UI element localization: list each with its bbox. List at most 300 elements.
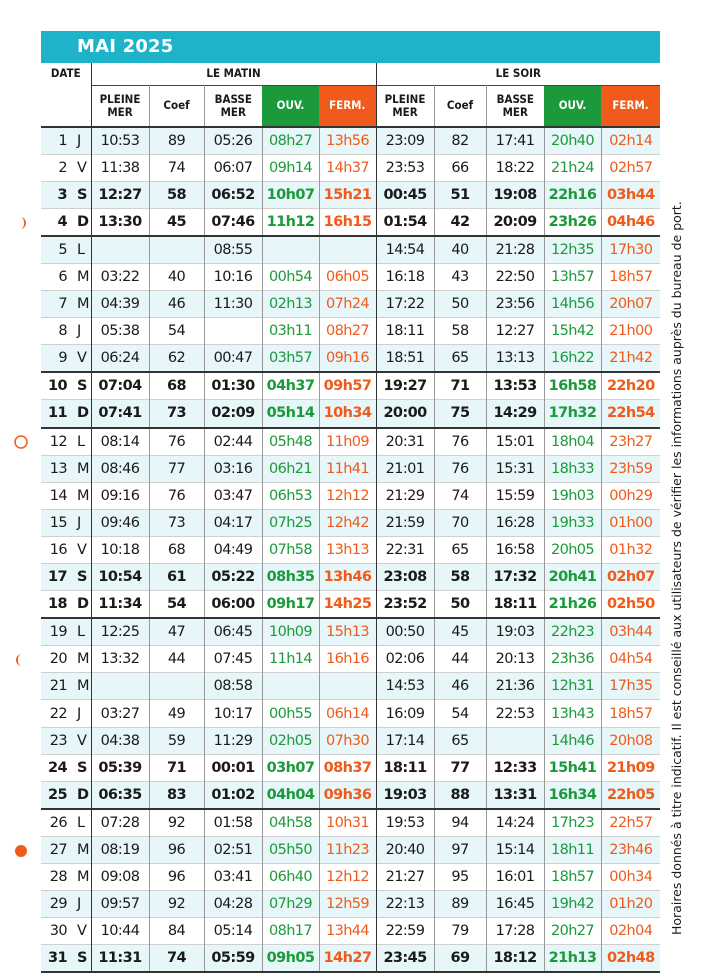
morning-high-tide: 04:38: [91, 727, 149, 754]
morning-close: 15h13: [319, 618, 376, 646]
morning-open: 02h13: [262, 291, 319, 318]
evening-high-tide: 02:06: [376, 646, 434, 673]
weekday: S: [71, 945, 91, 973]
morning-high-tide: 03:22: [91, 263, 149, 290]
weekday: M: [71, 455, 91, 482]
day-number: 19: [41, 618, 71, 646]
morning-high-tide: 04:39: [91, 291, 149, 318]
morning-coef: 54: [149, 318, 204, 345]
evening-open: 13h43: [544, 700, 601, 727]
morning-coef: 59: [149, 727, 204, 754]
morning-low-tide: 05:14: [204, 918, 262, 945]
morning-close: 10h31: [319, 809, 376, 837]
evening-coef: 77: [434, 754, 486, 781]
evening-low-tide: 18:12: [486, 945, 544, 973]
morning-high-tide: 10:18: [91, 536, 149, 563]
evening-low-tide: 15:14: [486, 836, 544, 863]
table-row: [41, 646, 660, 673]
evening-open: 17h32: [544, 400, 601, 428]
evening-high-tide: 20:00: [376, 400, 434, 428]
morning-low-tide: 06:52: [204, 181, 262, 208]
morning-close: 09h16: [319, 345, 376, 373]
evening-close: 02h07: [601, 564, 660, 591]
evening-close: 02h57: [601, 154, 660, 181]
morning-coef: [149, 673, 204, 700]
morning-close: 13h13: [319, 536, 376, 563]
morning-open: 11h12: [262, 208, 319, 236]
day-number: 12: [49, 433, 67, 450]
evening-high-tide: 23:08: [376, 564, 434, 591]
morning-high-tide: [91, 236, 149, 264]
morning-low-tide: 02:44: [204, 428, 262, 456]
weekday: V: [77, 159, 87, 176]
morning-high-tide: 06:24: [91, 345, 149, 373]
evening-high-tide: 23:45: [376, 945, 434, 973]
morning-open: 09h05: [262, 945, 319, 973]
table-row: [41, 836, 660, 863]
evening-coef: 76: [434, 428, 486, 456]
table-row: [41, 372, 660, 400]
table-row: [41, 291, 660, 318]
morning-header: LE MATIN: [91, 63, 376, 85]
day-number: 20: [49, 651, 67, 668]
morning-low-tide: 04:17: [204, 509, 262, 536]
evening-close: 02h48: [601, 945, 660, 973]
table-row: [41, 618, 660, 646]
morning-low-tide: 02:51: [204, 836, 262, 863]
evening-open: 18h11: [544, 836, 601, 863]
morning-close: 10h34: [319, 400, 376, 428]
day-number: 26: [49, 814, 67, 831]
weekday: J: [77, 705, 81, 722]
morning-coef: 73: [149, 400, 204, 428]
evening-close: 00h29: [601, 482, 660, 509]
morning-high-tide: 10:53: [91, 127, 149, 155]
morning-open: 03h07: [262, 754, 319, 781]
evening-low-tide: 21:28: [486, 236, 544, 264]
evening-coef: 97: [434, 836, 486, 863]
morning-open: 02h05: [262, 727, 319, 754]
morning-open: 05h48: [262, 428, 319, 456]
weekday: D: [71, 781, 91, 809]
morning-coef: 46: [149, 291, 204, 318]
table-row: [41, 945, 660, 973]
evening-low-tide: 16:01: [486, 864, 544, 891]
day-number: 23: [41, 727, 71, 754]
day-number: 10: [48, 378, 67, 395]
weekday: D: [71, 400, 91, 428]
evening-close: 01h32: [601, 536, 660, 563]
evening-open: 18h33: [544, 455, 601, 482]
weekday: V: [77, 541, 87, 558]
morning-high-tide: [91, 673, 149, 700]
morning-coef: 76: [149, 428, 204, 456]
table-row: [41, 428, 660, 456]
evening-close: 23h27: [601, 428, 660, 456]
evening-low-tide: 16:28: [486, 509, 544, 536]
evening-coef: 71: [434, 372, 486, 400]
morning-low-tide: 11:30: [204, 291, 262, 318]
evening-low-tide: 15:01: [486, 428, 544, 456]
evening-coef: 74: [434, 482, 486, 509]
evening-high-tide: 22:59: [376, 918, 434, 945]
evening-high-tide: 22:13: [376, 891, 434, 918]
day-number: 5: [41, 236, 71, 264]
day-number: 7: [41, 291, 71, 318]
weekday: M: [77, 269, 89, 286]
morning-low-tide: 07:46: [204, 208, 262, 236]
table-row: [41, 263, 660, 290]
evening-open: 20h27: [544, 918, 601, 945]
evening-high-tide: 18:11: [376, 318, 434, 345]
evening-coef: 65: [434, 536, 486, 563]
evening-low-tide: 22:53: [486, 700, 544, 727]
morning-low-tide: 03:16: [204, 455, 262, 482]
morning-high-tide: 05:39: [91, 754, 149, 781]
evening-close: 04h46: [601, 208, 660, 236]
evening-high-tide: 18:51: [376, 345, 434, 373]
morning-close: 08h27: [319, 318, 376, 345]
evening-open: 20h40: [544, 127, 601, 155]
morning-close: 12h12: [319, 864, 376, 891]
evening-open: 15h41: [544, 754, 601, 781]
morning-open: 00h55: [262, 700, 319, 727]
morning-coef: [149, 236, 204, 264]
morning-open: 11h14: [262, 646, 319, 673]
evening-open: 16h58: [544, 372, 601, 400]
day-number: 17: [41, 564, 71, 591]
morning-high-tide: 12:25: [91, 618, 149, 646]
evening-close: 04h54: [601, 646, 660, 673]
evening-open: 14h56: [544, 291, 601, 318]
morning-open: 00h54: [262, 263, 319, 290]
table-row: [41, 809, 660, 837]
evening-open: 14h46: [544, 727, 601, 754]
morning-close: 07h24: [319, 291, 376, 318]
first-quarter-moon-icon: [14, 215, 28, 229]
evening-high-tide: 19:53: [376, 809, 434, 837]
morning-high-tide: 08:14: [91, 428, 149, 456]
morning-open: 03h11: [262, 318, 319, 345]
morning-open: 10h09: [262, 618, 319, 646]
evening-coef: 51: [434, 181, 486, 208]
morning-open: 09h14: [262, 154, 319, 181]
evening-coef: 54: [434, 700, 486, 727]
weekday: J: [77, 323, 81, 340]
morning-coef: 44: [149, 646, 204, 673]
morning-low-tide: 06:07: [204, 154, 262, 181]
morning-coef-header: Coef: [149, 85, 204, 127]
evening-low-tide: 17:32: [486, 564, 544, 591]
evening-low-tide: 14:24: [486, 809, 544, 837]
evening-coef: 75: [434, 400, 486, 428]
day-number: 9: [41, 345, 71, 373]
morning-open: 04h37: [262, 372, 319, 400]
weekday: M: [77, 487, 89, 504]
evening-open: 21h24: [544, 154, 601, 181]
morning-open: 06h21: [262, 455, 319, 482]
evening-coef: 70: [434, 509, 486, 536]
weekday: S: [77, 759, 87, 776]
morning-open: 09h17: [262, 591, 319, 619]
morning-coef: 68: [149, 372, 204, 400]
morning-open: 06h40: [262, 864, 319, 891]
evening-close: 02h50: [601, 591, 660, 619]
day-number: 11: [41, 400, 71, 428]
morning-close-header: FERM.: [319, 85, 376, 127]
morning-coef: 58: [149, 181, 204, 208]
evening-coef: 44: [434, 646, 486, 673]
morning-low-tide: 11:29: [204, 727, 262, 754]
morning-open: 07h58: [262, 536, 319, 563]
morning-low-tide: 00:47: [204, 345, 262, 373]
evening-open: 20h41: [544, 564, 601, 591]
table-row: [41, 591, 660, 619]
morning-open: 08h35: [262, 564, 319, 591]
disclaimer-note: Horaires donnés à titre indicatif. Il est conseillé aux utilisateurs de vérifier les informations auprès du bureau de port.: [669, 201, 684, 935]
evening-coef: 88: [434, 781, 486, 809]
day-number: 25: [41, 781, 71, 809]
evening-low-tide: 20:09: [486, 208, 544, 236]
evening-close: 21h00: [601, 318, 660, 345]
evening-close: 23h46: [601, 836, 660, 863]
evening-low-tide: 17:41: [486, 127, 544, 155]
evening-low-tide: 13:13: [486, 345, 544, 373]
full-moon-moon-icon: [14, 434, 28, 448]
morning-open: [262, 236, 319, 264]
evening-high-tide: 23:09: [376, 127, 434, 155]
morning-close: [319, 236, 376, 264]
evening-close: 20h08: [601, 727, 660, 754]
day-number: 21: [41, 673, 71, 700]
morning-coef: 73: [149, 509, 204, 536]
morning-high-tide-header: PLEINE MER: [91, 85, 149, 127]
evening-high-tide: 17:22: [376, 291, 434, 318]
morning-open: 07h29: [262, 891, 319, 918]
evening-open: 13h57: [544, 263, 601, 290]
evening-high-tide-header: PLEINE MER: [376, 85, 434, 127]
day-number: 15: [41, 509, 71, 536]
morning-coef: 61: [149, 564, 204, 591]
last-quarter-moon-icon: [14, 652, 28, 666]
evening-low-tide: 12:33: [486, 754, 544, 781]
morning-close: 09h57: [319, 372, 376, 400]
morning-low-tide: 01:58: [204, 809, 262, 837]
morning-low-tide: 10:16: [204, 263, 262, 290]
evening-open: 22h16: [544, 181, 601, 208]
evening-close: 20h07: [601, 291, 660, 318]
morning-open-header: OUV.: [262, 85, 319, 127]
morning-open: 08h27: [262, 127, 319, 155]
evening-coef: 76: [434, 455, 486, 482]
evening-high-tide: 22:31: [376, 536, 434, 563]
morning-high-tide: 08:46: [91, 455, 149, 482]
evening-open: 19h33: [544, 509, 601, 536]
morning-high-tide: 13:32: [91, 646, 149, 673]
weekday: M: [71, 291, 91, 318]
morning-high-tide: 05:38: [91, 318, 149, 345]
evening-open: 19h03: [544, 482, 601, 509]
day-number: 8: [58, 323, 67, 340]
evening-open: 22h23: [544, 618, 601, 646]
morning-low-tide: 06:00: [204, 591, 262, 619]
weekday: S: [77, 378, 87, 395]
table-row: [41, 564, 660, 591]
morning-open: 04h58: [262, 809, 319, 837]
morning-coef: 54: [149, 591, 204, 619]
morning-close: 06h14: [319, 700, 376, 727]
morning-high-tide: 07:28: [91, 809, 149, 837]
evening-close: 18h57: [601, 700, 660, 727]
morning-high-tide: 09:46: [91, 509, 149, 536]
morning-high-tide: 09:16: [91, 482, 149, 509]
morning-low-tide: 05:26: [204, 127, 262, 155]
evening-coef: 43: [434, 263, 486, 290]
evening-coef: 45: [434, 618, 486, 646]
evening-open: 21h13: [544, 945, 601, 973]
morning-close: 06h05: [319, 263, 376, 290]
evening-low-tide: 22:50: [486, 263, 544, 290]
evening-coef: 50: [434, 591, 486, 619]
morning-close: 14h37: [319, 154, 376, 181]
morning-high-tide: 09:08: [91, 864, 149, 891]
morning-high-tide: 12:27: [91, 181, 149, 208]
table-row: [41, 455, 660, 482]
evening-high-tide: 16:18: [376, 263, 434, 290]
date-header: DATE: [41, 63, 91, 127]
evening-high-tide: 19:27: [376, 372, 434, 400]
morning-high-tide: 11:31: [91, 945, 149, 973]
evening-close: 18h57: [601, 263, 660, 290]
morning-coef: 96: [149, 836, 204, 863]
morning-coef: 76: [149, 482, 204, 509]
evening-coef: 42: [434, 208, 486, 236]
table-row: [41, 781, 660, 809]
evening-close-header: FERM.: [601, 85, 660, 127]
morning-low-tide: 03:47: [204, 482, 262, 509]
morning-high-tide: 13:30: [91, 208, 149, 236]
table-row: [41, 727, 660, 754]
evening-low-tide: 18:22: [486, 154, 544, 181]
evening-high-tide: 20:31: [376, 428, 434, 456]
morning-coef: 62: [149, 345, 204, 373]
day-number: 29: [41, 891, 71, 918]
tide-table-body: [41, 127, 660, 973]
evening-close: 21h42: [601, 345, 660, 373]
evening-coef: 58: [434, 318, 486, 345]
morning-high-tide: 06:35: [91, 781, 149, 809]
evening-low-tide: [486, 727, 544, 754]
evening-coef: 65: [434, 727, 486, 754]
evening-high-tide: 20:40: [376, 836, 434, 863]
morning-low-tide: 10:17: [204, 700, 262, 727]
evening-high-tide: 23:53: [376, 154, 434, 181]
morning-close: 11h23: [319, 836, 376, 863]
day-number: 16: [49, 541, 67, 558]
morning-high-tide: 11:34: [91, 591, 149, 619]
evening-open: 23h36: [544, 646, 601, 673]
evening-high-tide: 14:54: [376, 236, 434, 264]
morning-coef: 92: [149, 891, 204, 918]
table-row: [41, 482, 660, 509]
day-number: 2: [58, 159, 67, 176]
morning-coef: 49: [149, 700, 204, 727]
evening-low-tide-header: BASSE MER: [486, 85, 544, 127]
evening-coef: 58: [434, 564, 486, 591]
day-number: 18: [48, 596, 67, 613]
evening-close: 17h35: [601, 673, 660, 700]
morning-high-tide: 08:19: [91, 836, 149, 863]
morning-low-tide: 05:59: [204, 945, 262, 973]
day-number: 6: [58, 269, 67, 286]
morning-close: 14h27: [319, 945, 376, 973]
morning-low-tide: 07:45: [204, 646, 262, 673]
morning-close: 13h56: [319, 127, 376, 155]
table-row: [41, 236, 660, 264]
morning-high-tide: 11:38: [91, 154, 149, 181]
evening-open: 19h42: [544, 891, 601, 918]
evening-high-tide: 21:59: [376, 509, 434, 536]
weekday: L: [71, 236, 91, 264]
weekday: V: [71, 345, 91, 373]
morning-low-tide: 03:41: [204, 864, 262, 891]
morning-close: 14h25: [319, 591, 376, 619]
evening-coef: 46: [434, 673, 486, 700]
weekday: D: [77, 213, 89, 230]
table-row: [41, 318, 660, 345]
table-row: [41, 864, 660, 891]
evening-coef: 40: [434, 236, 486, 264]
morning-low-tide: 06:45: [204, 618, 262, 646]
day-number: 28: [49, 869, 67, 886]
morning-open: 05h50: [262, 836, 319, 863]
evening-low-tide: 21:36: [486, 673, 544, 700]
morning-high-tide: 10:44: [91, 918, 149, 945]
morning-close: 12h59: [319, 891, 376, 918]
day-number: 22: [49, 705, 67, 722]
morning-open: 05h14: [262, 400, 319, 428]
morning-coef: 96: [149, 864, 204, 891]
evening-close: 22h20: [601, 372, 660, 400]
evening-header: LE SOIR: [376, 63, 660, 85]
morning-low-tide: 01:02: [204, 781, 262, 809]
morning-open: 10h07: [262, 181, 319, 208]
day-number: 13: [41, 455, 71, 482]
morning-coef: 47: [149, 618, 204, 646]
morning-close: 13h46: [319, 564, 376, 591]
morning-high-tide: 03:27: [91, 700, 149, 727]
morning-close: 11h09: [319, 428, 376, 456]
morning-close: 11h41: [319, 455, 376, 482]
evening-coef: 79: [434, 918, 486, 945]
evening-close: 23h59: [601, 455, 660, 482]
morning-coef: 83: [149, 781, 204, 809]
evening-open: 15h42: [544, 318, 601, 345]
evening-coef: 50: [434, 291, 486, 318]
table-row: [41, 754, 660, 781]
morning-close: 12h12: [319, 482, 376, 509]
evening-coef: 82: [434, 127, 486, 155]
morning-high-tide: 09:57: [91, 891, 149, 918]
month-title-bar: [41, 31, 660, 63]
morning-open: 06h53: [262, 482, 319, 509]
day-number: 27: [41, 836, 71, 863]
evening-close: 22h05: [601, 781, 660, 809]
weekday: J: [71, 891, 91, 918]
morning-open: 04h04: [262, 781, 319, 809]
evening-high-tide: 21:29: [376, 482, 434, 509]
morning-low-tide: 04:49: [204, 536, 262, 563]
